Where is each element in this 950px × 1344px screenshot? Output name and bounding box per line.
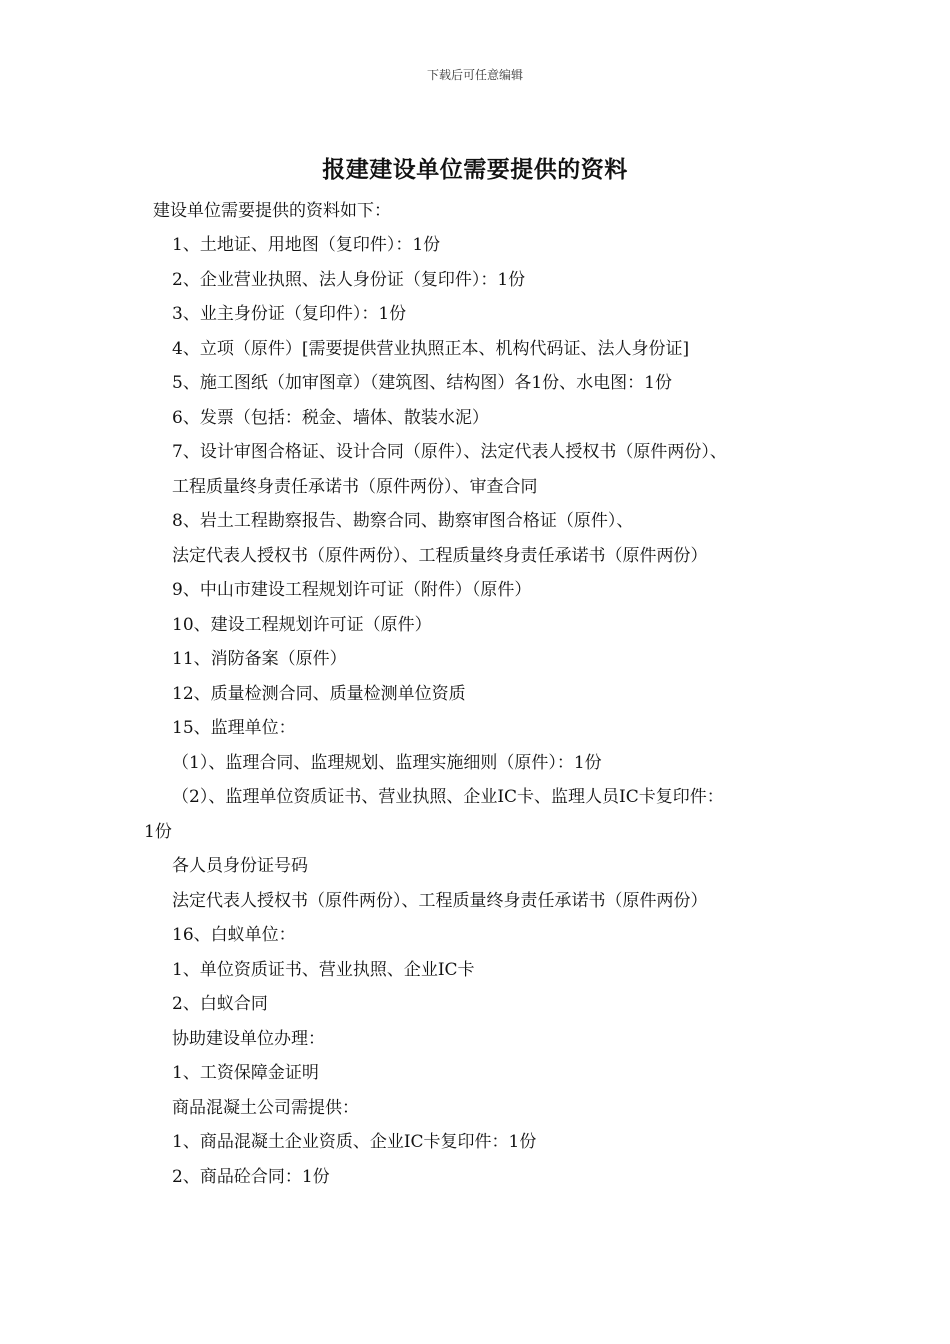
list-item-continuation: 工程质量终身责任承诺书（原件两份）、审查合同 bbox=[172, 477, 538, 497]
list-item: 9、中山市建设工程规划许可证（附件）（原件） bbox=[172, 580, 532, 600]
sub-item: （2）、监理单位资质证书、营业执照、企业IC卡、监理人员IC卡复印件： bbox=[172, 787, 724, 807]
list-item: 6、发票（包括：税金、墙体、散装水泥） bbox=[172, 408, 489, 428]
list-item: 2、白蚁合同 bbox=[172, 994, 268, 1014]
page-title: 报建建设单位需要提供的资料 bbox=[322, 156, 628, 183]
list-item: 11、消防备案（原件） bbox=[172, 649, 347, 669]
list-item: 5、施工图纸（加审图章）（建筑图、结构图）各1份、水电图：1份 bbox=[172, 373, 672, 393]
section-heading: 15、监理单位： bbox=[172, 718, 296, 738]
list-item: 2、商品砼合同：1份 bbox=[172, 1167, 330, 1187]
list-item: 1、商品混凝土企业资质、企业IC卡复印件：1份 bbox=[172, 1132, 537, 1152]
list-item: 8、岩土工程勘察报告、勘察合同、勘察审图合格证（原件）、 bbox=[172, 511, 634, 531]
list-item: 3、业主身份证（复印件）：1份 bbox=[172, 304, 407, 324]
list-item: 法定代表人授权书（原件两份）、工程质量终身责任承诺书（原件两份） bbox=[172, 891, 708, 911]
sub-item: （1）、监理合同、监理规划、监理实施细则（原件）：1份 bbox=[172, 753, 602, 773]
list-item: 4、立项（原件）[需要提供营业执照正本、机构代码证、法人身份证] bbox=[172, 339, 690, 359]
header-note: 下载后可任意编辑 bbox=[426, 68, 523, 82]
list-item: 1、工资保障金证明 bbox=[172, 1063, 319, 1083]
list-item: 7、设计审图合格证、设计合同（原件）、法定代表人授权书（原件两份）、 bbox=[172, 442, 727, 462]
list-item: 1、土地证、用地图（复印件）：1份 bbox=[172, 235, 441, 255]
list-item: 各人员身份证号码 bbox=[172, 856, 308, 876]
section-heading: 16、白蚁单位： bbox=[172, 925, 296, 945]
list-item: 12、质量检测合同、质量检测单位资质 bbox=[172, 684, 466, 704]
list-item-continuation: 法定代表人授权书（原件两份）、工程质量终身责任承诺书（原件两份） bbox=[172, 546, 708, 566]
section-heading: 商品混凝土公司需提供： bbox=[172, 1098, 359, 1118]
list-item: 2、企业营业执照、法人身份证（复印件）：1份 bbox=[172, 270, 526, 290]
list-item: 10、建设工程规划许可证（原件） bbox=[172, 615, 432, 635]
section-heading: 协助建设单位办理： bbox=[172, 1029, 325, 1049]
sub-item-continuation: 1份 bbox=[144, 822, 172, 842]
intro-line: 建设单位需要提供的资料如下： bbox=[153, 201, 391, 221]
list-item: 1、单位资质证书、营业执照、企业IC卡 bbox=[172, 960, 475, 980]
